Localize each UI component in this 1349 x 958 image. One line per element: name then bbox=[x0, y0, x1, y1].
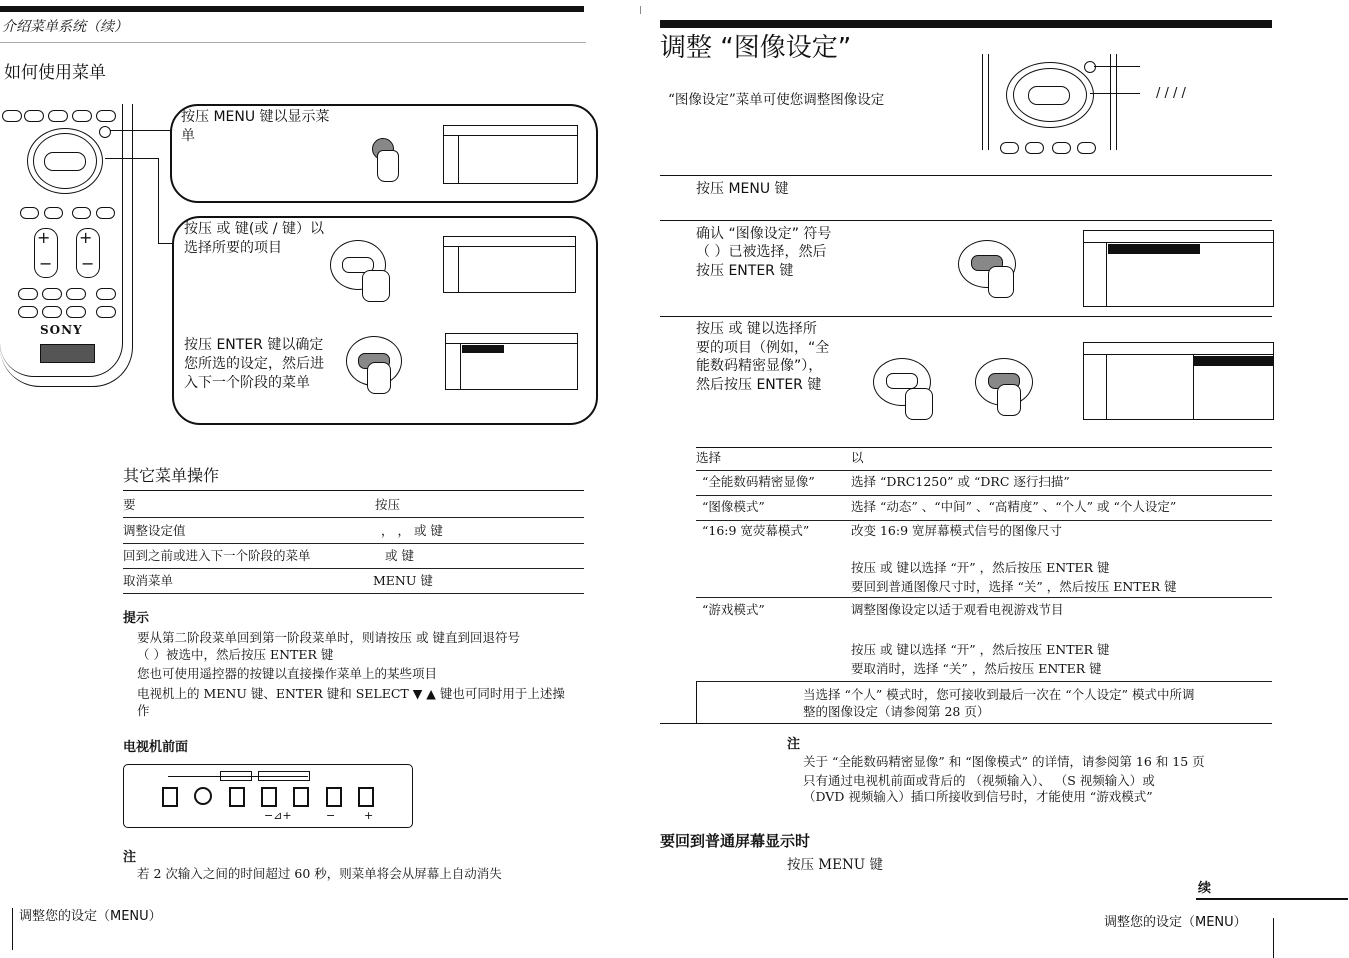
table-cell: 调整图像设定以适于观看电视游戏节目 bbox=[851, 602, 1064, 617]
tv-button[interactable] bbox=[358, 787, 374, 807]
plus-icon: + bbox=[79, 228, 93, 247]
table-cell: “16:9 宽荧幕模式” bbox=[702, 523, 810, 538]
other-ops-title: 其它菜单操作 bbox=[123, 466, 220, 485]
table-cell: 选择 “DRC1250” 或 “DRC 逐行扫描” bbox=[851, 474, 1070, 489]
tv-button[interactable] bbox=[162, 787, 178, 807]
menu-screen-1 bbox=[443, 125, 578, 184]
table-cell: 取消菜单 bbox=[123, 573, 174, 588]
remote-illustration bbox=[988, 54, 989, 150]
continued-rule bbox=[1196, 898, 1348, 900]
tip-line: 您也可使用遥控器的按键以直接操作菜单上的某些项目 bbox=[137, 666, 438, 681]
callout-line bbox=[1094, 66, 1140, 67]
right-step2-line: 确认 “图像设定” 符号 bbox=[696, 226, 832, 242]
divider bbox=[1193, 355, 1194, 419]
table-top-rule bbox=[123, 490, 584, 491]
note-text: 若 2 次输入之间的时间超过 60 秒，则菜单将会从屏幕上自动消失 bbox=[137, 866, 502, 881]
tv-front-box bbox=[258, 771, 310, 781]
right-title: 调整 “图像设定” bbox=[660, 33, 852, 63]
remote-button[interactable] bbox=[44, 207, 63, 219]
sony-logo: SONY bbox=[40, 323, 83, 337]
right-intro: “图像设定”菜单可使您调整图像设定 bbox=[668, 92, 885, 108]
hand-icon bbox=[905, 388, 933, 420]
remote-button[interactable] bbox=[1077, 142, 1096, 154]
table-row bbox=[123, 518, 584, 544]
table-cell: “游戏模式” bbox=[702, 602, 765, 617]
remote-button[interactable] bbox=[1025, 142, 1044, 154]
joystick-center bbox=[886, 373, 918, 389]
step-rule bbox=[660, 220, 1272, 221]
th-select: 选择 bbox=[696, 450, 722, 465]
footer-mark bbox=[12, 908, 13, 950]
step-rule bbox=[660, 175, 1272, 176]
table-footnote: 当选择 “个人” 模式时，您可接收到最后一次在 “个人设定” 模式中所调 bbox=[803, 687, 1195, 702]
table-bottom-rule bbox=[660, 723, 1272, 724]
highlight-bar bbox=[462, 345, 504, 353]
tv-button[interactable] bbox=[293, 787, 309, 807]
remote-illustration bbox=[1116, 54, 1117, 150]
right-footer: 调整您的设定（MENU） bbox=[1104, 915, 1247, 930]
table-cell: MENU 键 bbox=[373, 573, 433, 588]
remote-button[interactable] bbox=[42, 306, 62, 318]
power-indicator bbox=[194, 787, 212, 805]
remote-panel bbox=[40, 344, 95, 363]
remote-callout-label: / / / / bbox=[1156, 86, 1186, 101]
table-header bbox=[696, 448, 1272, 471]
remote-button[interactable] bbox=[72, 207, 91, 219]
remote-button[interactable] bbox=[48, 110, 68, 122]
note-title: 注 bbox=[123, 850, 137, 865]
table-cell: 回到之前或进入下一个阶段的菜单 bbox=[123, 548, 311, 563]
remote-button[interactable] bbox=[20, 207, 39, 219]
callout-line bbox=[110, 130, 171, 131]
tv-button[interactable] bbox=[229, 787, 245, 807]
hand-icon bbox=[362, 270, 390, 302]
right-step3-line: 能数码精密显像”）， bbox=[696, 358, 823, 374]
remote-button[interactable] bbox=[96, 110, 116, 122]
step1-text: 按压 MENU 键以显示菜单 bbox=[181, 109, 330, 144]
step2-text: 按压 或 键(或 / 键）以选择所要的项目 bbox=[184, 221, 324, 256]
callout-line bbox=[158, 158, 159, 243]
tip-line: （ ）被选中，然后按压 ENTER 键 bbox=[137, 647, 334, 662]
left-top-rule bbox=[0, 6, 584, 12]
table-cell: 按压 或 键以选择 “开” ，然后按压 ENTER 键 bbox=[851, 560, 1110, 575]
tip-line: 电视机上的 MENU 键、ENTER 键和 SELECT ▼ ▲ 键也可同时用于上述操 bbox=[137, 686, 565, 701]
table-cell: 改变 16:9 宽屏幕模式信号的图像尺寸 bbox=[851, 523, 1063, 538]
right-step3-line: 按压 或 键以选择所 bbox=[696, 321, 817, 337]
th-want: 要 bbox=[123, 497, 136, 512]
remote-button[interactable] bbox=[2, 110, 22, 122]
table-cell: 按压 或 键以选择 “开” ，然后按压 ENTER 键 bbox=[851, 642, 1110, 657]
left-header-rule bbox=[0, 42, 586, 43]
tv-front-label: − bbox=[326, 809, 336, 822]
minus-icon: − bbox=[39, 254, 53, 273]
rewind-button[interactable] bbox=[18, 288, 38, 300]
remote-button[interactable] bbox=[66, 306, 86, 318]
th-press: 按压 bbox=[375, 497, 401, 512]
tv-button[interactable] bbox=[326, 787, 342, 807]
menu-button[interactable] bbox=[1084, 61, 1096, 73]
plus-icon: + bbox=[37, 228, 51, 247]
table-cell: 选择 “动态” 、“中间” 、“高精度” 、“个人” 或 “个人设定” bbox=[851, 499, 1177, 514]
right-note: 只有通过电视机前面或背后的 （视频输入）、 （S 视频输入）或 bbox=[803, 773, 1155, 788]
right-top-rule bbox=[660, 20, 1272, 28]
tip-line: 要从第二阶段菜单回到第一阶段菜单时，则请按压 或 键直到回退符号 bbox=[137, 630, 520, 645]
tv-front-box bbox=[220, 771, 252, 781]
left-section-title: 如何使用菜单 bbox=[4, 63, 106, 83]
footnote-bracket bbox=[696, 682, 697, 724]
minus-icon: − bbox=[81, 254, 95, 273]
remote-button[interactable] bbox=[96, 207, 115, 219]
menu-screen-3 bbox=[445, 333, 578, 390]
continued-label: 续 bbox=[1198, 881, 1212, 896]
table-cell: “图像模式” bbox=[702, 499, 765, 514]
right-step2-line: （ ）已被选择，然后 bbox=[696, 244, 827, 260]
table-cell: 要回到普通图像尺寸时，选择 “关” ，然后按压 ENTER 键 bbox=[851, 579, 1177, 594]
highlight-bar bbox=[1194, 356, 1273, 366]
left-footer: 调整您的设定（MENU） bbox=[19, 909, 162, 924]
return-text: 按压 MENU 键 bbox=[787, 857, 883, 873]
menu-button[interactable] bbox=[99, 126, 111, 138]
forward-button[interactable] bbox=[66, 288, 86, 300]
hand-icon bbox=[377, 150, 399, 182]
table-row bbox=[123, 568, 584, 594]
table-row bbox=[696, 598, 1272, 682]
remote-button[interactable] bbox=[1000, 142, 1019, 154]
tv-front-label: −⊿+ bbox=[264, 809, 292, 822]
right-step2-line: 按压 ENTER 键 bbox=[696, 263, 794, 279]
right-note: 关于 “全能数码精密显像” 和 “图像模式” 的详情，请参阅第 16 和 15 页 bbox=[803, 754, 1205, 769]
remote-illustration bbox=[1110, 54, 1111, 150]
table-row bbox=[696, 471, 1272, 496]
tv-front-title: 电视机前面 bbox=[123, 740, 189, 755]
remote-illustration bbox=[982, 54, 983, 150]
tip-line: 作 bbox=[137, 703, 150, 718]
callout-line bbox=[105, 158, 159, 159]
hand-icon bbox=[367, 362, 391, 394]
right-note: （DVD 视频输入）插口所接收到信号时，才能使用 “游戏模式” bbox=[803, 789, 1153, 804]
remote-button[interactable] bbox=[1052, 142, 1071, 154]
remote-button[interactable] bbox=[96, 306, 116, 318]
table-cell: 要取消时，选择 “关” ，然后按压 ENTER 键 bbox=[851, 661, 1102, 676]
menu-screen-4 bbox=[1083, 230, 1274, 307]
table-cell: 或 键 bbox=[385, 548, 414, 563]
right-step3-line: 然后按压 ENTER 键 bbox=[696, 377, 822, 393]
table-cell: 调整设定值 bbox=[123, 523, 186, 538]
table-cell: “全能数码精密显像” bbox=[702, 474, 815, 489]
callout-line bbox=[158, 243, 172, 244]
menu-screen-5 bbox=[1083, 342, 1274, 420]
return-title: 要回到普通屏幕显示时 bbox=[660, 832, 811, 850]
power-button[interactable] bbox=[96, 288, 116, 300]
table-row bbox=[696, 496, 1272, 521]
right-step3-line: 要的项目（例如，“全 bbox=[696, 340, 830, 356]
th-to: 以 bbox=[851, 450, 864, 465]
highlight-bar bbox=[1108, 244, 1200, 254]
table-header bbox=[123, 492, 584, 518]
tv-button[interactable] bbox=[261, 787, 277, 807]
right-step1: 按压 MENU 键 bbox=[696, 181, 789, 197]
remote-button[interactable] bbox=[72, 110, 92, 122]
play-button[interactable] bbox=[42, 288, 62, 300]
callout-line bbox=[1090, 93, 1140, 94]
hand-icon bbox=[997, 384, 1021, 416]
page-divider bbox=[640, 6, 641, 14]
table-row bbox=[123, 543, 584, 569]
table-row bbox=[696, 521, 1272, 598]
step-rule bbox=[660, 316, 1272, 317]
step3-text: 按压 ENTER 键以确定您所选的设定，然后进入下一个阶段的菜单 bbox=[184, 337, 324, 391]
tv-front-label: + bbox=[364, 809, 374, 822]
right-note-title: 注 bbox=[787, 737, 801, 752]
enter-button[interactable] bbox=[44, 152, 86, 171]
remote-button[interactable] bbox=[18, 306, 38, 318]
tips-title: 提示 bbox=[123, 611, 150, 626]
menu-screen-2 bbox=[443, 236, 576, 293]
table-footnote: 整的图像设定（请参阅第 28 页） bbox=[803, 704, 990, 719]
hand-icon bbox=[988, 266, 1014, 298]
footer-mark bbox=[1273, 918, 1274, 958]
left-header: 介绍菜单系统（续） bbox=[2, 19, 128, 35]
remote-button[interactable] bbox=[24, 110, 44, 122]
table-cell: ， ， 或 键 bbox=[381, 523, 443, 538]
enter-button[interactable] bbox=[1028, 86, 1070, 105]
